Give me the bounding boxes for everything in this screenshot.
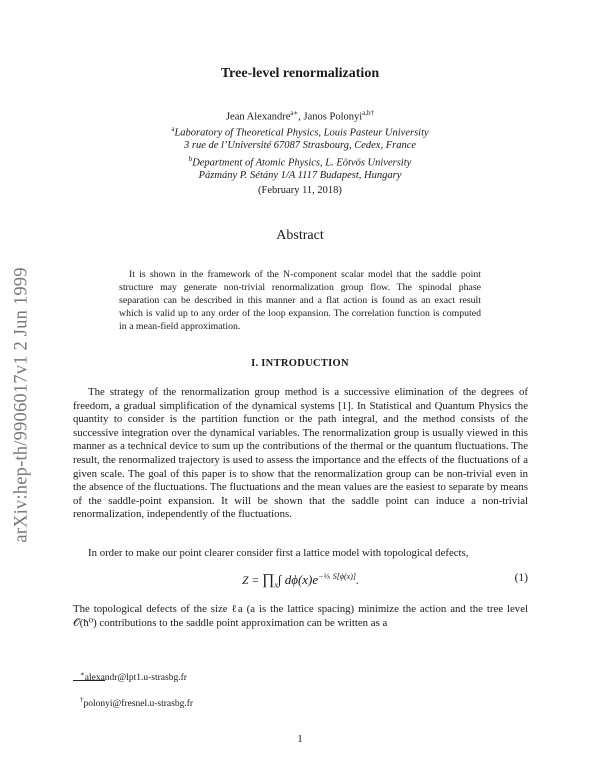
abstract-text: It is shown in the framework of the N-component scalar model that the saddle point structure may generate non-trivial renormalization group flow. The spinodal phase separation can be described in this manner and a flat action is found as an exact result which is valid up to any order of the loop expansion. The correlation function is computed in a mean-field approximation.	[119, 269, 481, 332]
intro-paragraph-1: The strategy of the renormalization group method is a successive elimination of the degrees of freedom, a gradual simplification of the dynamical systems [1]. In Statistical and Quantum Physics the quantity to consider is the partition function or the path integral, and the method consists of the successive integration over the dynamical variables. The renormalization group is usually viewed in this manner as a technical device to sum up the contributions of the thermal or the quantum fluctuations. The result, the renormalized trajectory is used to assess the importance and the effects of the fluctuations of a given scale. The goal of this paper is to show that the renormalization group can be non-trivial even in the absence of the fluctuations. The fluctuations and the mean values are the easiest to separate by means of the saddle-point expansion. It will be shown that the saddle point can induce a non-trivial renormalization, independently of the fluctuations.	[73, 386, 528, 521]
integral-expression: ∫ dϕ(x)e	[277, 572, 319, 587]
author-2-mark: a,b†	[362, 109, 375, 117]
author-1-mark: a∗	[290, 109, 299, 117]
arxiv-identifier: arXiv:hep-th/9906017v1 2 Jun 1999	[11, 267, 32, 543]
footnote-2-mark: †	[80, 696, 84, 704]
author-1: Jean Alexandre	[225, 111, 291, 123]
footnote-2	[80, 696, 193, 709]
section-heading: I. INTRODUCTION	[251, 358, 349, 369]
arxiv-sidebar-stamp	[2, 205, 42, 605]
footnote-1-email: alexandr@lpt1.u-strasbg.fr	[84, 673, 187, 684]
affiliation-2-address: Pázmány P. Sétány 1/A 1117 Budapest, Hungary	[198, 170, 402, 181]
equation-expression: $Z = \prod_x\int$ $d\phi(x)e^{-^1⁄_h S[\phi(x)]}$.	[242, 572, 359, 590]
paper-title: Tree-level renormalization	[220, 66, 380, 81]
affiliation-mark-b: b	[188, 155, 193, 163]
intro-paragraph-2: In order to make our point clearer consider first a lattice model with topological defects,	[88, 547, 469, 559]
author-2: , Janos Polonyi	[298, 111, 363, 123]
exponent: −¹⁄ₕ S[ϕ(x)]	[318, 572, 357, 582]
footnote-1	[80, 670, 187, 683]
page-number: 1	[297, 733, 303, 745]
equation-number: (1)	[514, 572, 528, 584]
affiliation-2: $^b$Department of Atomic Physics, L. Eötvös University	[188, 155, 412, 169]
abstract-body	[119, 268, 481, 333]
product-index: x	[274, 580, 278, 590]
abstract-heading: Abstract	[276, 228, 324, 243]
footnote-2-email: polonyi@fresnel.u-strasbg.fr	[83, 699, 194, 710]
affiliation-mark-a: a	[171, 125, 175, 133]
footnote-1-mark: ∗	[80, 670, 85, 678]
paper-date: (February 11, 2018)	[258, 185, 342, 196]
affiliation-1: $^a$Laboratory of Theoretical Physics, Louis Pasteur University	[171, 125, 429, 139]
equation-1	[73, 568, 528, 596]
author-line	[0, 109, 600, 123]
product-symbol: ∏	[262, 572, 275, 588]
intro-paragraph-3: The topological defects of the size ℓa (a is the lattice spacing) minimize the action and the tree level 𝒪(ħ⁰) contributions to the saddle point approximation can be written as a	[73, 603, 528, 629]
affiliation-1-address: 3 rue de l’Université 67087 Strasbourg, Cedex, France	[183, 140, 417, 151]
